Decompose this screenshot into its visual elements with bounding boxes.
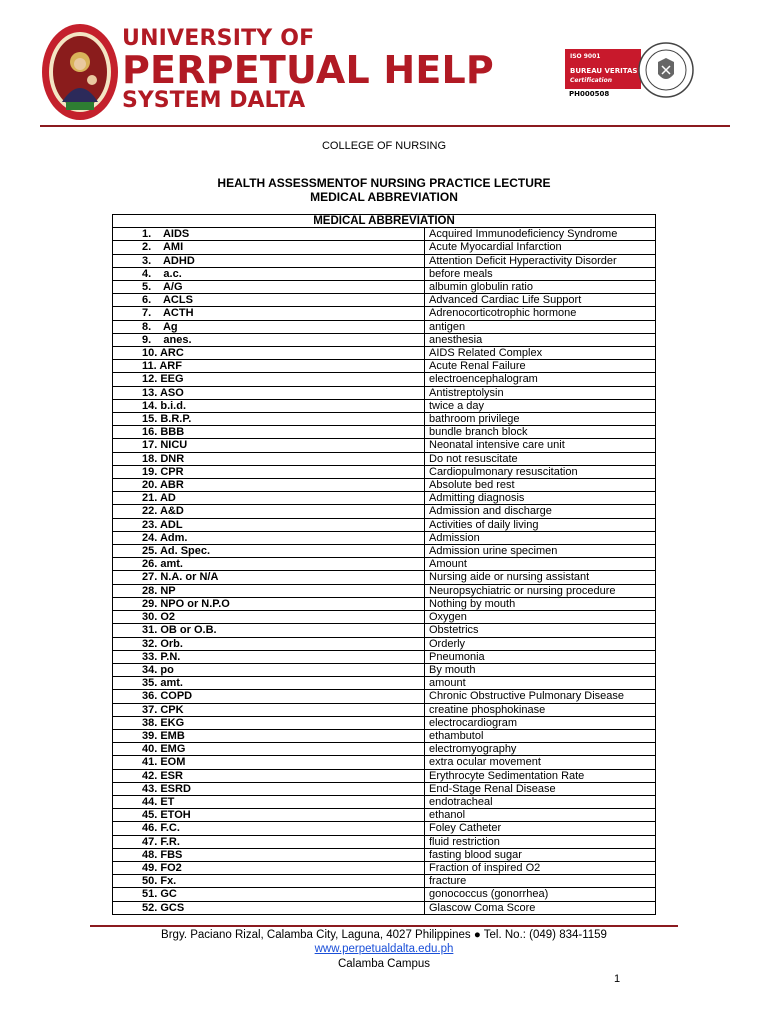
abbreviation-cell: 6. ACLS	[113, 294, 425, 307]
table-row	[113, 729, 656, 742]
abbreviation-cell: 9. anes.	[113, 333, 425, 346]
meaning-cell: Amount	[425, 558, 656, 571]
abbreviation-cell: 16. BBB	[113, 426, 425, 439]
meaning-cell: electroencephalogram	[425, 373, 656, 386]
meaning-cell: Cardiopulmonary resuscitation	[425, 465, 656, 478]
meaning-cell: Pneumonia	[425, 650, 656, 663]
table-row	[113, 241, 656, 254]
abbreviation-cell: 28. NP	[113, 584, 425, 597]
meaning-cell: End-Stage Renal Disease	[425, 782, 656, 795]
meaning-cell: Antistreptolysin	[425, 386, 656, 399]
meaning-cell: fracture	[425, 875, 656, 888]
abbreviation-cell: 34. po	[113, 663, 425, 676]
table-row	[113, 413, 656, 426]
meaning-cell: Admission	[425, 531, 656, 544]
table-row	[113, 281, 656, 294]
meaning-cell: Neonatal intensive care unit	[425, 439, 656, 452]
table-row	[113, 756, 656, 769]
abbreviation-cell: 27. N.A. or N/A	[113, 571, 425, 584]
table-row	[113, 267, 656, 280]
table-row	[113, 307, 656, 320]
table-row	[113, 888, 656, 901]
abbreviation-cell: 1. AIDS	[113, 228, 425, 241]
medical-abbreviation-table	[112, 214, 656, 915]
table-row	[113, 663, 656, 676]
abbreviation-cell: 40. EMG	[113, 743, 425, 756]
bureau-veritas-seal-icon	[636, 40, 696, 100]
abbreviation-cell: 13. ASO	[113, 386, 425, 399]
abbreviation-cell: 25. Ad. Spec.	[113, 545, 425, 558]
table-row	[113, 294, 656, 307]
table-row	[113, 399, 656, 412]
cert-label-text: Certification	[570, 77, 613, 84]
meaning-cell: fasting blood sugar	[425, 848, 656, 861]
abbreviation-cell: 17. NICU	[113, 439, 425, 452]
table-row	[113, 558, 656, 571]
abbreviation-cell: 19. CPR	[113, 465, 425, 478]
meaning-cell: bundle branch block	[425, 426, 656, 439]
table-row	[113, 901, 656, 914]
abbreviation-cell: 5. A/G	[113, 281, 425, 294]
meaning-cell: Acquired Immunodeficiency Syndrome	[425, 228, 656, 241]
abbreviation-cell: 15. B.R.P.	[113, 413, 425, 426]
table-row	[113, 465, 656, 478]
page-number: 1	[614, 973, 621, 985]
meaning-cell: Advanced Cardiac Life Support	[425, 294, 656, 307]
university-name-line1: UNIVERSITY OF	[122, 26, 315, 51]
meaning-cell: extra ocular movement	[425, 756, 656, 769]
abbreviation-cell: 30. O2	[113, 611, 425, 624]
meaning-cell: Oxygen	[425, 611, 656, 624]
header-divider	[40, 125, 730, 127]
table-header: MEDICAL ABBREVIATION	[113, 215, 656, 228]
table-row	[113, 505, 656, 518]
table-row	[113, 650, 656, 663]
meaning-cell: Acute Myocardial Infarction	[425, 241, 656, 254]
meaning-cell: bathroom privilege	[425, 413, 656, 426]
meaning-cell: Glascow Coma Score	[425, 901, 656, 914]
table-row	[113, 254, 656, 267]
meaning-cell: Nothing by mouth	[425, 597, 656, 610]
meaning-cell: Obstetrics	[425, 624, 656, 637]
meaning-cell: Attention Deficit Hyperactivity Disorder	[425, 254, 656, 267]
iso-certification-badge	[565, 40, 699, 100]
abbreviation-cell: 33. P.N.	[113, 650, 425, 663]
table-row	[113, 637, 656, 650]
meaning-cell: Do not resuscitate	[425, 452, 656, 465]
footer-address: Brgy. Paciano Rizal, Calamba City, Laguna, 4027 Philippines ● Tel. No.: (049) 834-1159	[161, 929, 607, 941]
table-row	[113, 782, 656, 795]
meaning-cell: By mouth	[425, 663, 656, 676]
meaning-cell: Absolute bed rest	[425, 479, 656, 492]
table-row	[113, 228, 656, 241]
table-header-row	[113, 215, 656, 228]
abbreviation-cell: 11. ARF	[113, 360, 425, 373]
meaning-cell: Nursing aide or nursing assistant	[425, 571, 656, 584]
table-row	[113, 769, 656, 782]
abbreviation-cell: 18. DNR	[113, 452, 425, 465]
table-row	[113, 452, 656, 465]
meaning-cell: Admission and discharge	[425, 505, 656, 518]
university-name-line2: PERPETUAL HELP	[122, 48, 494, 92]
table-row	[113, 690, 656, 703]
university-name	[122, 28, 494, 112]
footer-divider	[90, 925, 678, 927]
table-row	[113, 822, 656, 835]
meaning-cell: antigen	[425, 320, 656, 333]
table-row	[113, 518, 656, 531]
university-name-line3: SYSTEM DALTA	[122, 88, 306, 113]
abbreviation-cell: 43. ESRD	[113, 782, 425, 795]
abbreviation-cell: 48. FBS	[113, 848, 425, 861]
college-name: COLLEGE OF NURSING	[321, 140, 447, 152]
meaning-cell: Adrenocorticotrophic hormone	[425, 307, 656, 320]
abbreviation-cell: 38. EKG	[113, 716, 425, 729]
meaning-cell: Admission urine specimen	[425, 545, 656, 558]
table-row	[113, 531, 656, 544]
table-row	[113, 875, 656, 888]
meaning-cell: Erythrocyte Sedimentation Rate	[425, 769, 656, 782]
abbreviation-cell: 45. ETOH	[113, 809, 425, 822]
abbreviation-cell: 10. ARC	[113, 347, 425, 360]
table-row	[113, 795, 656, 808]
abbreviation-cell: 14. b.i.d.	[113, 399, 425, 412]
table-row	[113, 545, 656, 558]
abbreviation-cell: 31. OB or O.B.	[113, 624, 425, 637]
abbreviation-cell: 39. EMB	[113, 729, 425, 742]
cert-code: PH000508	[569, 90, 610, 98]
abbreviation-cell: 51. GC	[113, 888, 425, 901]
table-row	[113, 848, 656, 861]
university-seal-logo	[40, 22, 120, 122]
table-row	[113, 703, 656, 716]
table-row	[113, 439, 656, 452]
meaning-cell: ethanol	[425, 809, 656, 822]
meaning-cell: Admitting diagnosis	[425, 492, 656, 505]
abbreviation-cell: 3. ADHD	[113, 254, 425, 267]
abbreviation-cell: 50. Fx.	[113, 875, 425, 888]
meaning-cell: Activities of daily living	[425, 518, 656, 531]
meaning-cell: before meals	[425, 267, 656, 280]
document-title-line2: MEDICAL ABBREVIATION	[310, 190, 458, 204]
table-row	[113, 426, 656, 439]
abbreviation-cell: 52. GCS	[113, 901, 425, 914]
footer-campus: Calamba Campus	[337, 958, 431, 970]
table-row	[113, 386, 656, 399]
abbreviation-cell: 8. Ag	[113, 320, 425, 333]
table-row	[113, 861, 656, 874]
table-row	[113, 320, 656, 333]
table-row	[113, 571, 656, 584]
abbreviation-cell: 23. ADL	[113, 518, 425, 531]
meaning-cell: Chronic Obstructive Pulmonary Disease	[425, 690, 656, 703]
table-row	[113, 360, 656, 373]
meaning-cell: fluid restriction	[425, 835, 656, 848]
abbreviation-cell: 29. NPO or N.P.O	[113, 597, 425, 610]
abbreviation-cell: 24. Adm.	[113, 531, 425, 544]
abbreviation-cell: 21. AD	[113, 492, 425, 505]
abbreviation-cell: 22. A&D	[113, 505, 425, 518]
abbreviation-cell: 12. EEG	[113, 373, 425, 386]
table-row	[113, 597, 656, 610]
table-row	[113, 347, 656, 360]
table-row	[113, 611, 656, 624]
abbreviation-cell: 32. Orb.	[113, 637, 425, 650]
abbreviation-cell: 44. ET	[113, 795, 425, 808]
table-row	[113, 492, 656, 505]
website-link[interactable]: www.perpetualdalta.edu.ph	[314, 943, 454, 955]
meaning-cell: electrocardiogram	[425, 716, 656, 729]
abbreviation-cell: 26. amt.	[113, 558, 425, 571]
table-body	[113, 228, 656, 915]
table-row	[113, 835, 656, 848]
table-row	[113, 743, 656, 756]
table-row	[113, 584, 656, 597]
abbreviation-cell: 35. amt.	[113, 677, 425, 690]
abbreviation-cell: 36. COPD	[113, 690, 425, 703]
meaning-cell: ethambutol	[425, 729, 656, 742]
meaning-cell: gonococcus (gonorrhea)	[425, 888, 656, 901]
abbreviation-cell: 2. AMI	[113, 241, 425, 254]
abbreviation-cell: 46. F.C.	[113, 822, 425, 835]
abbreviation-cell: 47. F.R.	[113, 835, 425, 848]
document-title-line1: HEALTH ASSESSMENTOF NURSING PRACTICE LECTURE	[217, 176, 551, 190]
meaning-cell: anesthesia	[425, 333, 656, 346]
meaning-cell: albumin globulin ratio	[425, 281, 656, 294]
meaning-cell: creatine phosphokinase	[425, 703, 656, 716]
table-row	[113, 716, 656, 729]
meaning-cell: twice a day	[425, 399, 656, 412]
abbreviation-cell: 4. a.c.	[113, 267, 425, 280]
abbreviation-cell: 20. ABR	[113, 479, 425, 492]
cert-org-text: BUREAU VERITAS	[570, 67, 638, 75]
table-row	[113, 373, 656, 386]
meaning-cell: electromyography	[425, 743, 656, 756]
meaning-cell: Orderly	[425, 637, 656, 650]
table-row	[113, 624, 656, 637]
meaning-cell: AIDS Related Complex	[425, 347, 656, 360]
table-row	[113, 809, 656, 822]
table-row	[113, 479, 656, 492]
meaning-cell: amount	[425, 677, 656, 690]
meaning-cell: Neuropsychiatric or nursing procedure	[425, 584, 656, 597]
cert-iso-text: ISO 9001	[570, 53, 601, 60]
table-row	[113, 677, 656, 690]
abbreviation-cell: 37. CPK	[113, 703, 425, 716]
meaning-cell: Fraction of inspired O2	[425, 861, 656, 874]
abbreviation-cell: 7. ACTH	[113, 307, 425, 320]
meaning-cell: Acute Renal Failure	[425, 360, 656, 373]
abbreviation-cell: 41. EOM	[113, 756, 425, 769]
footer-website	[0, 943, 768, 955]
meaning-cell: endotracheal	[425, 795, 656, 808]
meaning-cell: Foley Catheter	[425, 822, 656, 835]
document-title	[0, 176, 768, 204]
bureau-veritas-box	[565, 49, 641, 89]
abbreviation-cell: 42. ESR	[113, 769, 425, 782]
abbreviation-cell: 49. FO2	[113, 861, 425, 874]
table-row	[113, 333, 656, 346]
